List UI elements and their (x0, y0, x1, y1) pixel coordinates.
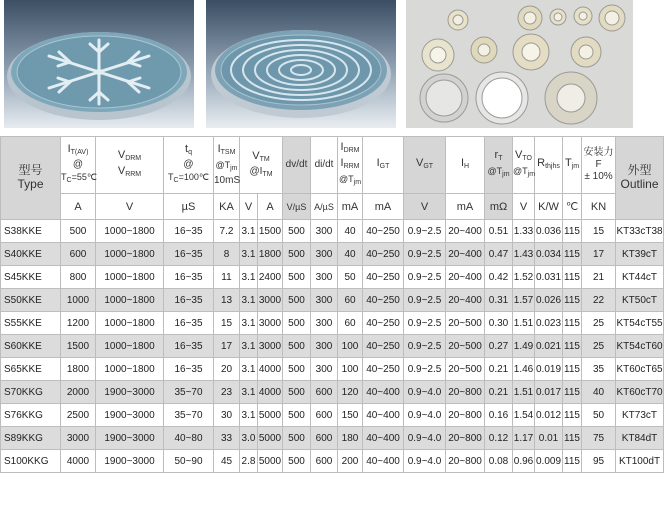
value-cell: 600 (311, 381, 338, 404)
unit-cell: KA (214, 194, 240, 220)
value-cell: 40~250 (363, 243, 404, 266)
value-cell: 4000 (61, 450, 96, 473)
value-cell: 17 (214, 335, 240, 358)
type-cell: S100KKG (1, 450, 61, 473)
value-cell: 0.9~4.0 (404, 381, 446, 404)
value-cell: 0.42 (485, 266, 513, 289)
value-cell: 16~35 (164, 335, 214, 358)
value-cell: 1.17 (513, 427, 535, 450)
value-cell: 40~250 (363, 289, 404, 312)
value-cell: 2000 (61, 381, 96, 404)
unit-cell: V (404, 194, 446, 220)
thyristor-wafer-spiral-pattern-icon (206, 0, 396, 128)
value-cell: 20~400 (446, 289, 485, 312)
value-cell: 35~70 (164, 381, 214, 404)
value-cell: 600 (61, 243, 96, 266)
value-cell: 800 (61, 266, 96, 289)
value-cell: 500 (283, 358, 311, 381)
value-cell: 1.52 (513, 266, 535, 289)
header-didt: di/dt (311, 137, 338, 194)
table-row (1, 450, 664, 473)
unit-cell: K/W (535, 194, 563, 220)
unit-cell: mA (446, 194, 485, 220)
value-cell: 3.1 (240, 289, 258, 312)
value-cell: 0.01 (535, 427, 563, 450)
type-cell: S89KKG (1, 427, 61, 450)
value-cell: 0.9~4.0 (404, 404, 446, 427)
value-cell: 2500 (61, 404, 96, 427)
value-cell: 115 (563, 450, 582, 473)
value-cell: 0.12 (485, 427, 513, 450)
value-cell: 21 (582, 266, 616, 289)
value-cell: 150 (338, 404, 363, 427)
value-cell: 3.1 (240, 358, 258, 381)
value-cell: 1900~3000 (96, 381, 164, 404)
header-rth: $R_{thjhs}$ (535, 137, 563, 194)
value-cell: 95 (582, 450, 616, 473)
header-itsm: $I_{TSM}$ $@T_{jm}$ 10mS (214, 137, 240, 194)
value-cell: 0.21 (485, 358, 513, 381)
header-vto: $V_{TO}$ $@T_{jm}$ (513, 137, 535, 194)
value-cell: 300 (311, 312, 338, 335)
header-ih: $I_H$ (446, 137, 485, 194)
value-cell: 500 (283, 381, 311, 404)
value-cell: 20 (214, 358, 240, 381)
value-cell: 0.21 (485, 381, 513, 404)
value-cell: 3.0 (240, 427, 258, 450)
value-cell: 0.021 (535, 335, 563, 358)
unit-cell: A (61, 194, 96, 220)
value-cell: 500 (283, 450, 311, 473)
value-cell: 0.9~2.5 (404, 220, 446, 243)
value-cell: 40~250 (363, 266, 404, 289)
type-cell: S55KKE (1, 312, 61, 335)
value-cell: 1500 (258, 220, 283, 243)
value-cell: 0.9~4.0 (404, 427, 446, 450)
value-cell: 3000 (258, 335, 283, 358)
value-cell: 0.9~2.5 (404, 312, 446, 335)
table-row (1, 381, 664, 404)
value-cell: 500 (61, 220, 96, 243)
value-cell: 16~35 (164, 289, 214, 312)
value-cell: 7.2 (214, 220, 240, 243)
value-cell: 3.1 (240, 312, 258, 335)
unit-cell: mA (338, 194, 363, 220)
value-cell: 0.9~2.5 (404, 266, 446, 289)
value-cell: 115 (563, 358, 582, 381)
value-cell: 60 (338, 289, 363, 312)
value-cell: 23 (214, 381, 240, 404)
value-cell: 50~90 (164, 450, 214, 473)
value-cell: 40~400 (363, 427, 404, 450)
value-cell: 16~35 (164, 358, 214, 381)
value-cell: 20~500 (446, 335, 485, 358)
value-cell: 16~35 (164, 266, 214, 289)
value-cell: 115 (563, 335, 582, 358)
value-cell: 40~80 (164, 427, 214, 450)
header-tq: $t_q$ @ $T_C=100℃$ (164, 137, 214, 194)
outline-cell: KT60cT70 (616, 381, 664, 404)
unit-cell: mΩ (485, 194, 513, 220)
header-vgt: $V_{GT}$ (404, 137, 446, 194)
value-cell: 35~70 (164, 404, 214, 427)
value-cell: 0.27 (485, 335, 513, 358)
outline-cell: KT84dT (616, 427, 664, 450)
value-cell: 0.9~2.5 (404, 243, 446, 266)
value-cell: 40~400 (363, 381, 404, 404)
value-cell: 0.47 (485, 243, 513, 266)
value-cell: 4000 (258, 358, 283, 381)
wafer-photo-snowflake (4, 0, 194, 128)
value-cell: 0.16 (485, 404, 513, 427)
value-cell: 300 (311, 266, 338, 289)
value-cell: 20~500 (446, 312, 485, 335)
value-cell: 15 (582, 220, 616, 243)
value-cell: 3.1 (240, 404, 258, 427)
table-row (1, 243, 664, 266)
value-cell: 0.30 (485, 312, 513, 335)
value-cell: 0.009 (535, 450, 563, 473)
value-cell: 50 (582, 404, 616, 427)
value-cell: 20~500 (446, 358, 485, 381)
outline-cell: KT50cT (616, 289, 664, 312)
spec-table-body (1, 220, 664, 473)
value-cell: 300 (311, 220, 338, 243)
value-cell: 115 (563, 404, 582, 427)
unit-cell: V/µS (283, 194, 311, 220)
value-cell: 40 (338, 243, 363, 266)
value-cell: 0.9~4.0 (404, 450, 446, 473)
wafer-photo-spiral (206, 0, 396, 128)
value-cell: 300 (311, 335, 338, 358)
value-cell: 22 (582, 289, 616, 312)
value-cell: 0.012 (535, 404, 563, 427)
unit-cell: µS (164, 194, 214, 220)
table-row (1, 358, 664, 381)
value-cell: 1500 (61, 335, 96, 358)
value-cell: 100 (338, 335, 363, 358)
value-cell: 300 (311, 358, 338, 381)
value-cell: 2400 (258, 266, 283, 289)
value-cell: 3000 (258, 289, 283, 312)
value-cell: 1000 (61, 289, 96, 312)
value-cell: 50 (338, 266, 363, 289)
packages-photo (406, 0, 633, 128)
value-cell: 5000 (258, 450, 283, 473)
outline-cell: KT54cT60 (616, 335, 664, 358)
value-cell: 500 (283, 312, 311, 335)
value-cell: 20~400 (446, 266, 485, 289)
value-cell: 0.51 (485, 220, 513, 243)
value-cell: 1.51 (513, 312, 535, 335)
value-cell: 115 (563, 243, 582, 266)
header-vtm: $V_{TM}$ $@I_{TM}$ (240, 137, 283, 194)
value-cell: 4000 (258, 381, 283, 404)
value-cell: 1000~1800 (96, 266, 164, 289)
value-cell: 0.017 (535, 381, 563, 404)
value-cell: 600 (311, 427, 338, 450)
header-type: 型号 Type (1, 137, 61, 220)
unit-cell: mA (363, 194, 404, 220)
header-tjm: $T_{jm}$ (563, 137, 582, 194)
value-cell: 0.026 (535, 289, 563, 312)
unit-cell: V (96, 194, 164, 220)
value-cell: 3000 (61, 427, 96, 450)
value-cell: 20~800 (446, 381, 485, 404)
value-cell: 40 (582, 381, 616, 404)
value-cell: 1000~1800 (96, 220, 164, 243)
value-cell: 1.54 (513, 404, 535, 427)
value-cell: 25 (582, 335, 616, 358)
value-cell: 115 (563, 289, 582, 312)
value-cell: 2.8 (240, 450, 258, 473)
type-cell: S38KKE (1, 220, 61, 243)
unit-cell: V (513, 194, 535, 220)
value-cell: 40 (338, 220, 363, 243)
value-cell: 1000~1800 (96, 289, 164, 312)
value-cell: 0.036 (535, 220, 563, 243)
value-cell: 16~35 (164, 243, 214, 266)
outline-cell: KT33cT38 (616, 220, 664, 243)
outline-cell: KT60cT65 (616, 358, 664, 381)
outline-cell: KT73cT (616, 404, 664, 427)
value-cell: 35 (582, 358, 616, 381)
unit-cell: KN (582, 194, 616, 220)
outline-cell: KT54cT55 (616, 312, 664, 335)
table-row (1, 404, 664, 427)
type-cell: S70KKG (1, 381, 61, 404)
value-cell: 40~400 (363, 450, 404, 473)
type-cell: S65KKE (1, 358, 61, 381)
value-cell: 600 (311, 450, 338, 473)
value-cell: 3.1 (240, 243, 258, 266)
value-cell: 17 (582, 243, 616, 266)
value-cell: 200 (338, 450, 363, 473)
value-cell: 300 (311, 289, 338, 312)
value-cell: 600 (311, 404, 338, 427)
value-cell: 1.49 (513, 335, 535, 358)
value-cell: 3.1 (240, 335, 258, 358)
value-cell: 1800 (258, 243, 283, 266)
table-row (1, 289, 664, 312)
value-cell: 1.43 (513, 243, 535, 266)
value-cell: 13 (214, 289, 240, 312)
value-cell: 1900~3000 (96, 450, 164, 473)
unit-cell: V (240, 194, 258, 220)
outline-cell: KT44cT (616, 266, 664, 289)
value-cell: 1200 (61, 312, 96, 335)
unit-cell: A/µS (311, 194, 338, 220)
value-cell: 20~400 (446, 243, 485, 266)
value-cell: 1.57 (513, 289, 535, 312)
table-row (1, 335, 664, 358)
value-cell: 0.31 (485, 289, 513, 312)
value-cell: 115 (563, 427, 582, 450)
value-cell: 15 (214, 312, 240, 335)
header-dvdt: dv/dt (283, 137, 311, 194)
value-cell: 0.019 (535, 358, 563, 381)
value-cell: 0.9~2.5 (404, 358, 446, 381)
value-cell: 1900~3000 (96, 404, 164, 427)
value-cell: 3.1 (240, 266, 258, 289)
header-vdrm-vrrm: $V_{DRM}$ $V_{RRM}$ (96, 137, 164, 194)
value-cell: 180 (338, 427, 363, 450)
header-rt: $r_T$ $@T_{jm}$ (485, 137, 513, 194)
value-cell: 115 (563, 220, 582, 243)
value-cell: 11 (214, 266, 240, 289)
value-cell: 500 (283, 220, 311, 243)
value-cell: 300 (311, 243, 338, 266)
unit-cell: ℃ (563, 194, 582, 220)
table-row (1, 220, 664, 243)
value-cell: 1000~1800 (96, 358, 164, 381)
type-cell: S76KKG (1, 404, 61, 427)
value-cell: 1800 (61, 358, 96, 381)
value-cell: 33 (214, 427, 240, 450)
value-cell: 0.9~2.5 (404, 335, 446, 358)
value-cell: 100 (338, 358, 363, 381)
value-cell: 1900~3000 (96, 427, 164, 450)
type-cell: S40KKE (1, 243, 61, 266)
value-cell: 115 (563, 381, 582, 404)
value-cell: 0.023 (535, 312, 563, 335)
value-cell: 1000~1800 (96, 243, 164, 266)
header-it-av: $I_{T(AV)}$ @ $T_C=55℃$ (61, 137, 96, 194)
value-cell: 500 (283, 243, 311, 266)
value-cell: 60 (338, 312, 363, 335)
value-cell: 500 (283, 266, 311, 289)
value-cell: 40~250 (363, 358, 404, 381)
value-cell: 0.034 (535, 243, 563, 266)
value-cell: 1000~1800 (96, 335, 164, 358)
value-cell: 500 (283, 289, 311, 312)
value-cell: 40~400 (363, 404, 404, 427)
value-cell: 25 (582, 312, 616, 335)
value-cell: 1.33 (513, 220, 535, 243)
type-cell: S50KKE (1, 289, 61, 312)
value-cell: 1.51 (513, 381, 535, 404)
outline-cell: KT100dT (616, 450, 664, 473)
type-cell: S45KKE (1, 266, 61, 289)
value-cell: 0.9~2.5 (404, 289, 446, 312)
value-cell: 5000 (258, 404, 283, 427)
value-cell: 75 (582, 427, 616, 450)
header-igt: $I_{GT}$ (363, 137, 404, 194)
value-cell: 500 (283, 335, 311, 358)
header-idrm-irrm: $I_{DRM}$ $I_{RRM}$ $@T_{jm}$ (338, 137, 363, 194)
table-row (1, 312, 664, 335)
value-cell: 20~800 (446, 404, 485, 427)
value-cell: 20~800 (446, 450, 485, 473)
value-cell: 1.46 (513, 358, 535, 381)
value-cell: 16~35 (164, 220, 214, 243)
value-cell: 20~400 (446, 220, 485, 243)
value-cell: 120 (338, 381, 363, 404)
value-cell: 30 (214, 404, 240, 427)
value-cell: 45 (214, 450, 240, 473)
capsule-thyristor-packages-icon (406, 0, 633, 128)
header-outline: 外型 Outline (616, 137, 664, 220)
value-cell: 115 (563, 312, 582, 335)
value-cell: 0.031 (535, 266, 563, 289)
thyristor-spec-table (0, 136, 664, 473)
value-cell: 0.08 (485, 450, 513, 473)
value-cell: 20~800 (446, 427, 485, 450)
value-cell: 40~250 (363, 220, 404, 243)
value-cell: 8 (214, 243, 240, 266)
value-cell: 3.1 (240, 381, 258, 404)
table-row (1, 266, 664, 289)
value-cell: 0.96 (513, 450, 535, 473)
type-cell: S60KKE (1, 335, 61, 358)
value-cell: 5000 (258, 427, 283, 450)
value-cell: 16~35 (164, 312, 214, 335)
value-cell: 500 (283, 404, 311, 427)
value-cell: 500 (283, 427, 311, 450)
value-cell: 3000 (258, 312, 283, 335)
value-cell: 115 (563, 266, 582, 289)
table-row (1, 427, 664, 450)
value-cell: 40~250 (363, 335, 404, 358)
thyristor-wafer-snowflake-pattern-icon (4, 0, 194, 128)
header-force: 安装力 F ± 10% (582, 137, 616, 194)
unit-cell: A (258, 194, 283, 220)
value-cell: 40~250 (363, 312, 404, 335)
value-cell: 1000~1800 (96, 312, 164, 335)
value-cell: 3.1 (240, 220, 258, 243)
outline-cell: KT39cT (616, 243, 664, 266)
